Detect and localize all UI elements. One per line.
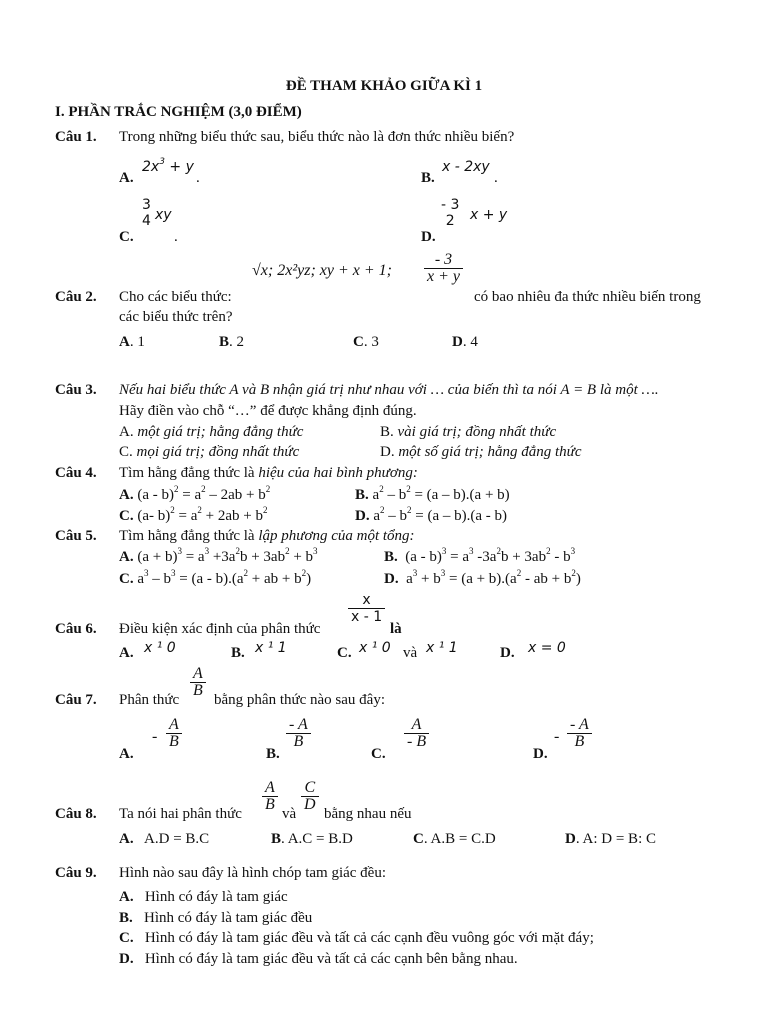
option-a[interactable]: A. 1 xyxy=(119,334,145,350)
fraction-numerator: A xyxy=(169,716,179,733)
option-c-label[interactable]: C. xyxy=(337,645,352,661)
fraction-denominator: 2 xyxy=(445,213,455,229)
option-b[interactable]: B. $(a - b)^3 = a^3$ $-3a^2b + 3ab^2 - b^3$ xyxy=(384,546,576,565)
option-a[interactable]: A. $(a - b)^2 = a^2 - 2ab + b^2$ xyxy=(119,484,271,503)
question-tail: có bao nhiêu đa thức nhiều biến trong xyxy=(474,289,701,305)
option-d-sign: - xyxy=(554,728,560,745)
question-text: Tìm hằng đẳng thức là lập phương của một tổng: xyxy=(119,528,415,544)
question-tail: bằng phân thức nào sau đây: xyxy=(214,692,385,708)
option-c-expr2[interactable]: x ¹ 1 xyxy=(426,640,458,656)
option-d-label[interactable]: D. xyxy=(533,746,548,762)
question-text: Hình nào sau đây là hình chóp tam giác đều: xyxy=(119,865,387,881)
question-label: Câu 5. xyxy=(55,528,97,544)
fraction-denominator: x - 1 xyxy=(348,608,385,625)
option-a-sign: - xyxy=(152,728,158,745)
fraction-numerator: 3 xyxy=(142,197,151,213)
condition-fraction xyxy=(348,592,385,625)
fraction-2 xyxy=(301,780,319,813)
question-label: Câu 4. xyxy=(55,465,97,481)
option-b[interactable]: B. A.C = B.D xyxy=(271,831,353,847)
fraction-denominator: B xyxy=(190,682,206,699)
option-a-fraction[interactable] xyxy=(166,717,182,750)
question-label: Câu 1. xyxy=(55,129,97,145)
option-a-dot: . xyxy=(196,170,200,186)
option-d[interactable]: D. $a^3 + b^3 = (a + b).(a^2$ - ab + $b^2$) xyxy=(384,568,581,587)
option-a-label[interactable]: A. xyxy=(119,746,134,762)
question-label: Câu 9. xyxy=(55,865,97,881)
option-d-fraction[interactable] xyxy=(567,717,592,750)
fraction-denominator: B xyxy=(166,733,182,750)
given-fraction xyxy=(190,666,206,699)
question-tail: là xyxy=(390,621,402,637)
option-b-label[interactable]: B. xyxy=(231,645,245,661)
option-c-label[interactable]: C. xyxy=(119,229,134,245)
option-a-expr[interactable]: $2x^3 + y$ xyxy=(142,157,194,175)
question-text: Điều kiện xác định của phân thức xyxy=(119,621,321,637)
fraction-denominator: B xyxy=(567,733,592,750)
fraction-denominator: D xyxy=(301,796,319,813)
fraction-numerator: x xyxy=(362,592,371,608)
option-c-expr1[interactable]: x ¹ 0 xyxy=(359,640,391,656)
fraction-numerator: - 3 xyxy=(434,251,453,268)
question-label: Câu 7. xyxy=(55,692,97,708)
question-text: Phân thức xyxy=(119,692,180,708)
fraction-numerator: A xyxy=(193,665,203,682)
option-d[interactable]: D. $a^2 - b^2 = (a - b).(a - b)$ xyxy=(355,505,508,524)
and-word: và xyxy=(282,806,297,822)
option-d-tail: x + y xyxy=(470,207,508,223)
fraction-numerator: C xyxy=(304,779,316,796)
fraction-denominator: - B xyxy=(404,733,429,750)
option-b[interactable]: B. vài giá trị; đồng nhất thức xyxy=(380,424,557,440)
option-b-label[interactable]: B. xyxy=(266,746,280,762)
option-c-and: và xyxy=(403,645,418,661)
option-d-label[interactable]: D. xyxy=(500,645,515,661)
fraction-denominator: 4 xyxy=(142,213,151,229)
question-intro: Cho các biểu thức: xyxy=(119,289,232,305)
option-d-label[interactable]: D. xyxy=(421,229,436,245)
fraction-numerator: - A xyxy=(289,716,308,733)
option-b-expr[interactable]: x - 2xy xyxy=(442,159,490,175)
option-c[interactable]: C. (a- $b)^2 = a^2 + 2ab + b^2$ xyxy=(119,505,268,524)
fraction-denominator: B xyxy=(262,796,278,813)
fraction-numerator: A xyxy=(265,779,275,796)
option-a-expr[interactable]: x ¹ 0 xyxy=(144,640,176,656)
expression-list: √x; 2x²yz; xy + x + 1; xyxy=(252,262,392,279)
option-b[interactable]: B. $a^2 - b^2 = (a - b).(a + b)$ xyxy=(355,484,510,503)
option-a-label[interactable]: A. xyxy=(119,645,134,661)
option-a[interactable]: A. A.D = B.C xyxy=(119,831,210,847)
fraction-numerator: - A xyxy=(570,716,589,733)
option-c-label[interactable]: C. xyxy=(371,746,386,762)
fraction-denominator: x + y xyxy=(424,268,463,285)
question-line2: Hãy điền vào chỗ “…” để được khẳng định đúng. xyxy=(119,403,417,419)
option-b[interactable]: B. Hình có đáy là tam giác đều xyxy=(119,910,313,926)
fraction-numerator: A xyxy=(411,716,422,733)
fraction-denominator: B xyxy=(286,733,311,750)
fraction-numerator: - 3 xyxy=(441,197,460,213)
option-d-expr[interactable]: x = 0 xyxy=(528,640,566,656)
question-text: Nếu hai biểu thức A và B nhận giá trị như nhau với … của biến thì ta nói A = B là một …. xyxy=(119,382,659,398)
option-d[interactable]: D. Hình có đáy là tam giác đều và tất cả các cạnh bên bằng nhau. xyxy=(119,951,518,967)
option-c[interactable]: C. $a^3 - b^3 = (a - b).(a^2$ + ab + $b^2$) xyxy=(119,568,312,587)
question-line2: các biểu thức trên? xyxy=(119,309,233,325)
fraction-1 xyxy=(262,780,278,813)
option-c-fraction[interactable] xyxy=(404,717,429,750)
option-b-label[interactable]: B. xyxy=(421,170,435,186)
option-c[interactable]: C. 3 xyxy=(353,334,379,350)
option-c[interactable]: C. A.B = C.D xyxy=(413,831,496,847)
option-c-dot: . xyxy=(174,229,178,245)
question-text: Ta nói hai phân thức xyxy=(119,806,242,822)
option-d[interactable]: D. 4 xyxy=(452,334,478,350)
section-heading: I. PHẦN TRẮC NGHIỆM (3,0 ĐIỂM) xyxy=(55,104,302,120)
option-d[interactable]: D. một số giá trị; hằng đẳng thức xyxy=(380,444,582,460)
option-a[interactable]: A. $(a + b)^3 = a^3 +3a^2b + 3ab^2 + b^3$ xyxy=(119,546,318,565)
question-tail: bằng nhau nếu xyxy=(324,806,412,822)
option-c[interactable]: C. mọi giá trị; đồng nhất thức xyxy=(119,444,300,460)
option-b[interactable]: B. 2 xyxy=(219,334,245,350)
option-b-expr[interactable]: x ¹ 1 xyxy=(255,640,287,656)
option-a[interactable]: A. một giá trị; hằng đẳng thức xyxy=(119,424,304,440)
page-title: ĐỀ THAM KHẢO GIỮA KÌ 1 xyxy=(285,78,483,94)
option-c[interactable]: C. Hình có đáy là tam giác đều và tất cả các cạnh đều vuông góc với mặt đáy; xyxy=(119,930,594,946)
question-label: Câu 8. xyxy=(55,806,97,822)
option-a-label[interactable]: A. xyxy=(119,170,134,186)
question-text: Trong những biểu thức sau, biểu thức nào là đơn thức nhiều biến? xyxy=(119,129,515,145)
option-b-dot: . xyxy=(494,170,498,186)
option-d-fraction[interactable] xyxy=(438,197,462,229)
option-a[interactable]: A. Hình có đáy là tam giác xyxy=(119,889,288,905)
question-text: Tìm hằng đẳng thức là hiệu của hai bình phương: xyxy=(119,465,418,481)
expression-fraction xyxy=(424,252,463,285)
option-c-tail: xy xyxy=(155,207,172,223)
question-label: Câu 6. xyxy=(55,621,97,637)
question-label: Câu 3. xyxy=(55,382,97,398)
option-d[interactable]: D. A: D = B: C xyxy=(565,831,656,847)
option-b-fraction[interactable] xyxy=(286,717,311,750)
question-label: Câu 2. xyxy=(55,289,97,305)
option-c-fraction[interactable] xyxy=(139,197,154,229)
